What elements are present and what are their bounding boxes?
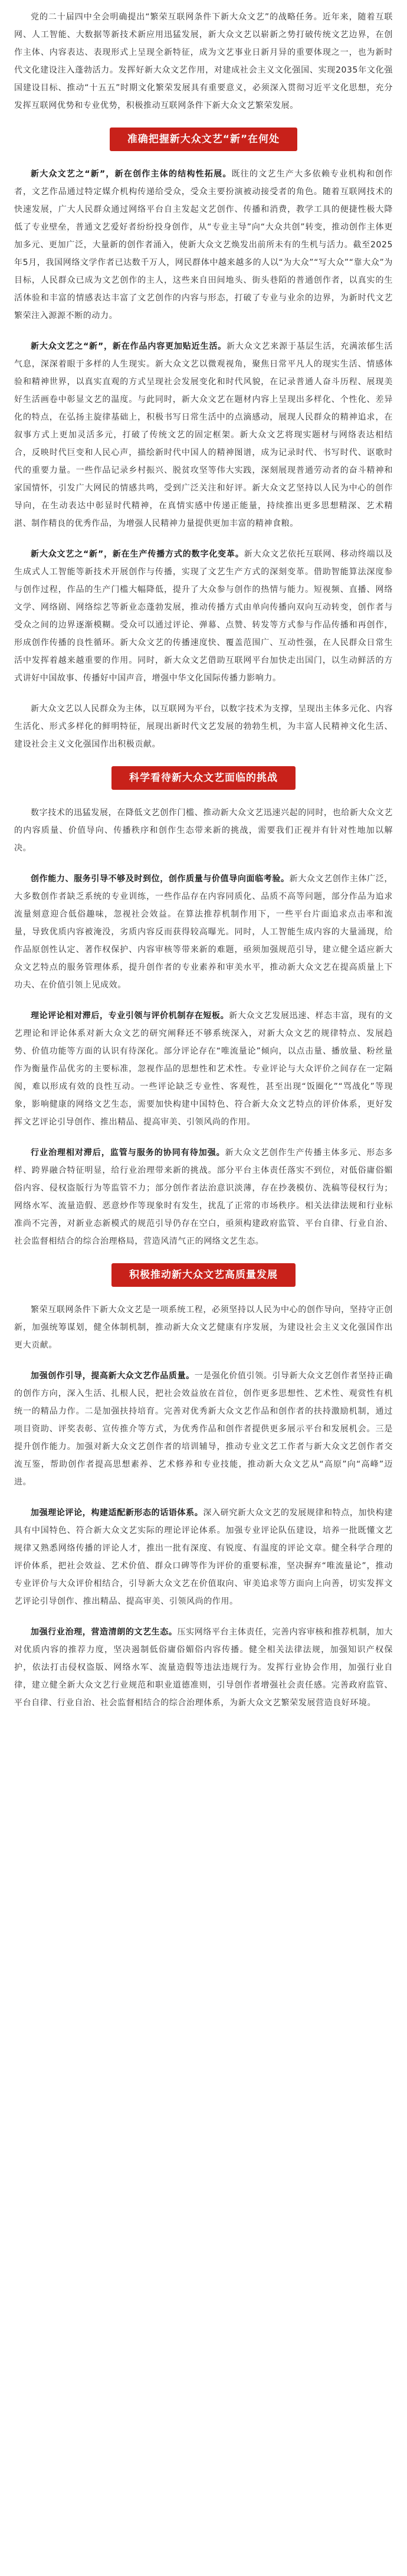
- section1-lead-3: 新大众文艺之“新”，新在生产传播方式的数字化变革。: [31, 550, 244, 559]
- section3-lead-2: 加强理论评论，构建适配新形态的话语体系。: [31, 1508, 204, 1518]
- section1-lead-1: 新大众文艺之“新”，新在创作主体的结构性拓展。: [31, 169, 232, 179]
- section3-heading-wrap: [14, 1263, 393, 1287]
- section3-body-1: 一是强化价值引领。引导新大众文艺创作者坚持正确的创作方向，深入生活、扎根人民，把社会效益放在首位，创作更多思想性、艺术性、观赏性有机统一的精品力作。二是加强扶持培育。完善对优秀新大众文艺作品和创作者的扶持激励机制，通过项目资助、评奖表彰、宣传推介等方式，为优秀作品和创作者提供更多展示平台和发展机会。三是提升创作能力。加强对新大众文艺创作者的培训辅导，推动专业文艺工作者与新大众文艺创作者交流互鉴，帮助创作者提高思想素养、艺术修养和专业技能，推动新大众文艺从“高原”向“高峰”迈进。: [14, 1371, 393, 1487]
- section1-body-1: 既往的文艺生产大多依赖专业机构和创作者，文艺作品通过特定媒介机构传递给受众，受众主要扮演被动接受者的角色。随着互联网技术的快速发展，广大人民群众通过网络平台自主发起文艺创作、传播和消费，教学工具的便捷性极大降低了专业壁垒，普通文艺爱好者纷纷投身创作，从“专业主导”向“大众共创”转变，推动创作主体更加多元、更加广泛，大量新的创作者涌入，使新大众文艺焕发出前所未有的生机与活力。截至2025年5月，我国网络文学作者已达数千万人，网民群体中越来越多的人以“为大众”“写大众”“靠大众”为目标，人民群众已成为文艺创作的主人，这些来自田间地头、街头巷陌的普通创作者，以真实的生活体验和丰富的情感表达丰富了文艺创作的内容与形态，打破了专业与业余的边界，为新时代文艺繁荣注入源源不断的动力。: [14, 169, 393, 321]
- section3-heading: 积极推动新大众文艺高质量发展: [111, 1263, 296, 1287]
- section3-body-3: 压实网络平台主体责任，完善内容审核和推荐机制，加大对优质内容的推荐力度，坚决遏制低俗庸俗媚俗内容传播。健全相关法律法规，加强知识产权保护，依法打击侵权盗版、网络水军、流量造假等违法违规行为。发挥行业协会作用，加强行业自律，建立健全新大众文艺行业规范和职业道德准则，引导创作者增强社会责任感。完善政府监管、平台自律、行业自治、社会监督相结合的综合治理体系，为新大众文艺繁荣发展营造良好环境。: [14, 1627, 393, 1708]
- section2-paragraph-1: [14, 870, 393, 994]
- section1-paragraph-3: [14, 545, 393, 687]
- section2-intro: 数字技术的迅猛发展，在降低文艺创作门槛、推动新大众文艺迅速兴起的同时，也给新大众文艺的内容质量、价值导向、传播秩序和创作生态带来新的挑战，需要我们正视并有针对性地加以解决。: [14, 808, 393, 853]
- intro-paragraph: 党的二十届四中全会明确提出“繁荣互联网条件下新大众文艺”的战略任务。近年来，随着互联网、人工智能、大数据等新技术新应用迅猛发展，新大众文艺以崭新之势打破传统文艺边界，在创作主体、内容表达、表现形式上呈现全新特征，成为文艺事业日新月异的重要体现之一，也为新时代文化建设注入蓬勃活力。发挥好新大众文艺作用，对建成社会主义文化强国、实现2035年文化强国建设目标、推动“十五五”时期文化繁荣发展具有重要意义，必须深入贯彻习近平文化思想，充分发挥互联网优势和专业优势，积极推动互联网条件下新大众文艺繁荣发展。: [14, 12, 393, 110]
- section1-paragraph-4: 新大众文艺以人民群众为主体，以互联网为平台，以数字技术为支撑，呈现出主体多元化、内容生活化、形式多样化的鲜明特征，展现出新时代文艺发展的勃勃生机，为丰富人民精神文化生活、建设社会主义文化强国作出积极贡献。: [14, 704, 393, 749]
- section3-lead-3: 加强行业治理，营造清朗的文艺生态。: [31, 1627, 178, 1637]
- section2-heading: 科学看待新大众文艺面临的挑战: [111, 766, 296, 790]
- section2-body-1: 新大众文艺创作主体广泛，大多数创作者缺乏系统的专业训练，一些作品存在内容同质化、品质不高等问题，部分作品为追求流量刻意迎合低俗趣味，忽视社会效益。在算法推荐机制作用下，一些平台片面追求点击率和流量，导致优质内容被淹没，劣质内容反而获得较高曝光。同时，人工智能生成内容的大量涌现，给作品原创性认定、著作权保护、内容审核等带来新的难题，亟须加强规范引导，建立健全适应新大众文艺特点的服务管理体系，提升创作者的专业素养和审美水平，推动新大众文艺在提高质量上下功夫、在价值引领上见成效。: [14, 874, 393, 990]
- section3-intro: 繁荣互联网条件下新大众文艺是一项系统工程，必须坚持以人民为中心的创作导向，坚持守正创新，加强统筹谋划，健全体制机制，推动新大众文艺健康有序发展，为建设社会主义文化强国作出更大贡献。: [14, 1305, 393, 1350]
- section3-lead-1: 加强创作引导，提高新大众文艺作品质量。: [31, 1371, 195, 1381]
- section1-heading-wrap: [14, 128, 393, 151]
- section3-paragraph-1: [14, 1367, 393, 1491]
- section3-body-2: 深入研究新大众文艺的发展规律和特点，加快构建具有中国特色、符合新大众文艺实际的理论评论体系。加强专业评论队伍建设，培养一批既懂文艺规律又熟悉网络传播的评论人才，推出一批有深度、有锐度、有温度的评论文章。健全科学合理的评价体系，把社会效益、艺术价值、群众口碑等作为评价的重要标准，坚决摒弃“唯流量论”，推动专业评价与大众评价相结合，引导新大众文艺在价值取向、审美追求等方面向上向善，切实发挥文艺评论引导创作、推出精品、提高审美、引领风尚的作用。: [14, 1508, 393, 1606]
- section1-paragraph-2: [14, 338, 393, 532]
- section2-paragraph-3: [14, 1144, 393, 1250]
- section3-paragraph-2: [14, 1504, 393, 1610]
- section2-lead-3: 行业治理相对滞后，监管与服务的协同有待加强。: [31, 1148, 225, 1158]
- section2-heading-wrap: [14, 766, 393, 790]
- section1-body-2: 新大众文艺来源于基层生活，充满浓郁生活气息，深深着眼于多样的人生现实。新大众文艺以微观视角，聚焦日常平凡人的现实生活、情感体验和精神世界，以真实直观的方式呈现社会发展变化和时代风貌，在记录普通人奋斗历程、展现美好生活画卷中彰显文艺的温度。与此同时，新大众文艺在题材内容上呈现出多样化、个性化、差异化的特点，在弘扬主旋律基础上，积极书写日常生活中的点滴感动，展现人民群众的精神追求，在叙事方式上更加灵活多元，打破了传统文艺的固定框架。新大众文艺将现实题材与网络表达相结合，反映时代巨变和人民心声，描绘新时代中国人的精神图谱，成为记录时代、书写时代、讴歌时代的重要力量。一些作品记录乡村振兴、脱贫攻坚等伟大实践，深刻展现普通劳动者的奋斗精神和家国情怀，引发广大网民的情感共鸣，受到广泛关注和好评。新大众文艺坚持以人民为中心的创作导向，在生动表达中彰显时代精神，在真情实感中传递正能量，持续推出更多思想精深、艺术精湛、制作精良的优秀作品，为增强人民精神力量提供更加丰富的精神食粮。: [14, 342, 393, 528]
- section2-lead-2: 理论评论相对滞后，专业引领与评价机制存在短板。: [31, 1011, 229, 1021]
- section2-body-3: 新大众文艺创作生产传播主体多元、形态多样、跨界融合特征明显，给行业治理带来新的挑战。部分平台主体责任落实不到位，对低俗庸俗媚俗内容、侵权盗版行为等监管不力；部分创作者法治意识淡薄，存在抄袭模仿、洗稿等侵权行为；网络水军、流量造假、恶意炒作等现象时有发生，扰乱了正常的市场秩序。相关法律法规和行业标准尚不完善，对新业态新模式的规范引导仍存在空白，亟须构建政府监管、平台自律、行业自治、社会监督相结合的综合治理格局，营造风清气正的网络文艺生态。: [14, 1148, 393, 1246]
- section2-body-2: 新大众文艺发展迅速、样态丰富，现有的文艺理论和评论体系对新大众文艺的研究阐释还不够系统深入，对新大众文艺的规律特点、发展趋势、价值功能等方面的认识有待深化。部分评论存在“唯流量论”倾向，以点击量、播放量、粉丝量作为衡量作品优劣的主要标准，忽视作品的思想性和艺术性。专业评论与大众评价之间存在一定隔阂，难以形成有效的良性互动。一些评论缺乏专业性、客观性，甚至出现“饭圈化”“骂战化”等现象，影响健康的网络文艺生态，需要加快构建中国特色、符合新大众文艺特点的评价体系，更好发挥文艺评论引导创作、推出精品、提高审美、引领风尚的作用。: [14, 1011, 393, 1127]
- section3-paragraph-3: [14, 1623, 393, 1712]
- section1-heading: 准确把握新大众文艺“新”在何处: [110, 128, 297, 151]
- section1-lead-2: 新大众文艺之“新”，新在作品内容更加贴近生活。: [31, 342, 227, 351]
- section2-lead-1: 创作能力、服务引导不够及时到位，创作质量与价值导向面临考验。: [31, 874, 290, 884]
- section2-paragraph-2: [14, 1007, 393, 1131]
- section1-body-3: 新大众文艺依托互联网、移动终端以及生成式人工智能等新技术开展创作与传播，实现了文艺生产方式的深刻变革。借助智能算法深度参与创作过程，作品的生产门槛大幅降低，提升了大众参与创作的热情与能力。短视频、直播、网络文学、网络剧、网络综艺等新业态蓬勃发展，推动传播方式由单向传播向双向互动转变，创作者与受众之间的边界逐渐模糊。受众可以通过评论、弹幕、点赞、转发等方式参与作品传播和再创作，形成创作传播的良性循环。新大众文艺的传播速度快、覆盖范围广、互动性强，在人民群众日常生活中发挥着越来越重要的作用。同时，新大众文艺借助互联网平台加快走出国门，以生动鲜活的方式讲好中国故事、传播好中国声音，增强中华文化国际传播力影响力。: [14, 550, 393, 683]
- section1-paragraph-1: [14, 165, 393, 325]
